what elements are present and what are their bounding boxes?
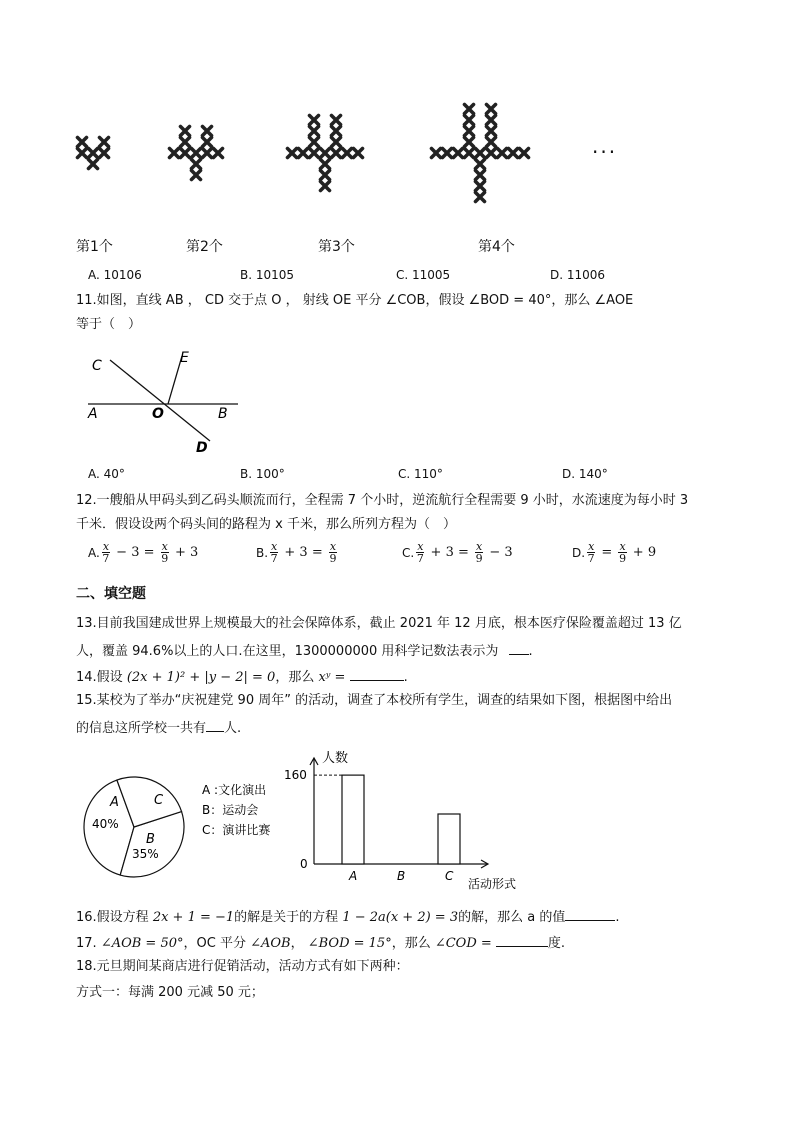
pattern-2-cross (181, 149, 190, 158)
q14-expression: (2x + 1)² + |y − 2| = 0 (126, 670, 276, 685)
q11-option-c: C. 110° (398, 467, 443, 481)
q14-ask: xʸ = (318, 670, 350, 685)
q11-option-d: D. 140° (562, 467, 608, 481)
q15-line2-post: 人. (224, 721, 242, 736)
q12-option-d (572, 541, 656, 564)
q15-bar-chart (284, 744, 530, 894)
label-a: A (88, 406, 98, 422)
fraction-denominator: 9 (329, 552, 337, 565)
fraction-denominator: 7 (102, 552, 110, 565)
pattern-4-cross (465, 149, 474, 158)
fraction-numerator: x (329, 540, 337, 553)
pattern-caption-2: 第2个 (186, 239, 223, 255)
q14-pre: 14.假设 (76, 670, 127, 685)
fraction-denominator: 7 (270, 552, 278, 565)
legend-c: C：演讲比赛 (202, 823, 271, 837)
q15-text-line2 (76, 717, 241, 738)
pattern-4-cross (498, 149, 507, 158)
q14-mid: ，那么 (275, 670, 319, 685)
bar-y-tick-160: 160 (284, 768, 307, 783)
option-middle: − 3 = (112, 545, 159, 560)
q17-text (76, 932, 565, 953)
q11-option-a: A. 40° (88, 467, 125, 481)
bar-x-tick-b: B (397, 869, 406, 883)
pattern-4-cross (487, 149, 496, 158)
q15-line2-pre: 的信息这所学校一共有 (76, 721, 207, 736)
pattern-2-cross (192, 171, 201, 180)
label-e: E (180, 350, 189, 366)
option-label: C. (402, 545, 415, 560)
label-b: B (218, 406, 228, 422)
q17-angle-bod: ∠BOD = 15° (307, 936, 392, 951)
pattern-3-cross (321, 171, 330, 180)
q17-angle-aob: ∠AOB = 50° (100, 936, 184, 951)
q17-angle-aob-2: ∠AOB (250, 936, 291, 951)
q14-text (76, 666, 408, 687)
q12-text-line1: 12.一艘船从甲码头到乙码头顺流而行，全程需 7 个小时，逆流航行全程需要 9 小时，水流速度为每小时 3 (76, 493, 689, 508)
fraction-denominator: 9 (475, 552, 483, 565)
q12-option-b (256, 541, 339, 564)
q17-answer-blank[interactable] (496, 932, 548, 947)
fraction-numerator: x (476, 540, 483, 553)
fraction-denominator: 7 (587, 552, 595, 565)
pattern-4-cross (443, 149, 452, 158)
q10-option-d: D. 11006 (550, 268, 606, 282)
pattern-1-cross (100, 138, 109, 147)
label-o: O (152, 406, 164, 422)
pattern-3-cross (310, 116, 319, 125)
pattern-3-cross (332, 138, 341, 147)
q13-text-line1: 13.目前我国建成世界上规模最大的社会保障体系，截止 2021 年 12 月底，根本医疗保险覆盖超过 13 亿 (76, 616, 682, 631)
q15-text-line1: 15.某校为了举办“庆祝建党 90 周年” 的活动，调查了本校所有学生，调查的结果如下图，根据图中给出 (76, 693, 673, 708)
pattern-3-cross (310, 127, 319, 136)
pattern-3-cross (354, 149, 363, 158)
q18-text-line2: 方式一：每满 200 元减 50 元； (76, 985, 264, 1000)
label-c: C (92, 358, 102, 374)
q16-mid: 的解是关于的方程 (234, 910, 343, 925)
pattern-3-cross (343, 149, 352, 158)
fraction-numerator: x (417, 540, 424, 553)
pattern-2-cross (214, 149, 223, 158)
cross-pattern-figure (60, 75, 660, 235)
legend-a: A :文化演出 (202, 783, 267, 797)
q16-end: . (615, 910, 620, 925)
bar-x-tick-c: C (445, 869, 454, 883)
q17-pre: 17. (76, 936, 101, 951)
fraction-denominator: 9 (161, 552, 169, 565)
q11-option-b: B. 100° (240, 467, 285, 481)
q16-text (76, 906, 619, 927)
q17-mid3: ，那么 (391, 936, 435, 951)
pattern-4-cross (487, 116, 496, 125)
pie-label-b: B (146, 832, 155, 847)
pattern-3-cross (332, 149, 341, 158)
q13-text-line2: 人，覆盖 94.6%以上的人口.在这里，1300000000 用科学记数法表示为 . (76, 640, 533, 661)
fraction-numerator: x (161, 540, 168, 553)
bar-x-axis-label: 活动形式 (468, 877, 517, 891)
q16-answer-blank[interactable] (565, 906, 615, 921)
fraction-numerator: x (619, 540, 626, 553)
pattern-4-cross (476, 193, 485, 202)
q18-text-line1: 18.元旦期间某商店进行促销活动，活动方式有如下两种： (76, 959, 409, 974)
pie-label-c: C (154, 793, 164, 808)
option-label: A. (88, 545, 100, 560)
option-middle: + 3 = (426, 545, 474, 560)
pattern-ellipsis: ··· (592, 140, 618, 164)
pattern-3-cross (288, 149, 297, 158)
pattern-1-cross (78, 138, 87, 147)
option-tail: + 9 (628, 545, 657, 560)
q13-answer-blank[interactable] (509, 640, 529, 655)
q17-end: 度. (547, 936, 566, 951)
pattern-4-cross (432, 149, 441, 158)
pattern-3-cross (321, 182, 330, 191)
line-cd (110, 360, 210, 441)
q14-answer-blank[interactable] (350, 666, 404, 681)
pattern-3-cross (310, 149, 319, 158)
pattern-caption-4: 第4个 (478, 239, 515, 255)
pattern-4-cross (465, 127, 474, 136)
pie-percent-a: 40% (92, 817, 119, 831)
pattern-caption-3: 第3个 (318, 239, 355, 255)
pattern-4-cross (487, 138, 496, 147)
option-tail: − 3 (485, 545, 513, 560)
pattern-3-cross (321, 149, 330, 158)
fraction-denominator: 9 (619, 552, 627, 565)
pattern-4-cross (465, 138, 474, 147)
q13-line2-text: 人，覆盖 94.6%以上的人口.在这里，1300000000 用科学记数法表示为 (76, 644, 499, 659)
label-d: D (196, 440, 208, 456)
pattern-4-cross (509, 149, 518, 158)
fraction-numerator: x (588, 540, 595, 553)
q11-text-line1: 11.如图，直线 AB ， CD 交于点 O ， 射线 OE 平分 ∠COB，假设 ∠BOD = 40°，那么 ∠AOE (76, 293, 634, 308)
pattern-4-cross (487, 127, 496, 136)
fraction-numerator: x (271, 540, 278, 553)
bar-y-axis-label: 人数 (322, 751, 349, 766)
q17-mid1: ，OC 平分 (183, 936, 251, 951)
pattern-4-cross (476, 149, 485, 158)
pattern-2-cross (203, 138, 212, 147)
pattern-1-cross (89, 149, 98, 158)
pattern-2-cross (203, 149, 212, 158)
q17-angle-cod: ∠COD = (434, 936, 496, 951)
pattern-4-cross (476, 171, 485, 180)
q11-text-line2: 等于（ ） (76, 317, 142, 332)
q10-option-b: B. 10105 (240, 268, 295, 282)
pattern-caption-1: 第1个 (76, 239, 113, 255)
section-heading-fill-blank: 二、填空题 (76, 586, 146, 602)
fraction-numerator: x (102, 540, 110, 553)
q16-equation-1: 2x + 1 = −1 (152, 910, 235, 925)
option-label: D. (572, 545, 586, 560)
pattern-1-cross (78, 149, 87, 158)
q10-option-c: C. 11005 (396, 268, 451, 282)
option-middle: + 3 = (280, 545, 327, 560)
q15-answer-blank[interactable] (206, 717, 224, 732)
pattern-4-cross (476, 160, 485, 169)
bar-a (342, 775, 364, 864)
option-middle: = (597, 545, 617, 560)
option-label: B. (256, 545, 269, 560)
pattern-3-cross (332, 116, 341, 125)
pattern-3-cross (332, 127, 341, 136)
pie-percent-b: 35% (132, 847, 159, 861)
legend-b: B：运动会 (202, 803, 259, 817)
pattern-2-cross (181, 138, 190, 147)
pattern-4-cross (454, 149, 463, 158)
pattern-2-cross (192, 160, 201, 169)
q17-mid2: ， (290, 936, 308, 951)
pattern-2-cross (170, 149, 179, 158)
q12-text-line2: 千米．假设设两个码头间的路程为 x 千米，那么所列方程为（ ） (76, 517, 456, 532)
pie-label-a: A (110, 795, 119, 810)
fraction-denominator: 7 (416, 552, 424, 565)
q16-equation-2: 1 − 2a(x + 2) = 3 (342, 910, 459, 925)
pattern-1-cross (100, 149, 109, 158)
bar-c (438, 814, 460, 864)
pattern-4-cross (465, 105, 474, 114)
q12-option-c (402, 541, 513, 564)
q14-end: . (403, 670, 408, 685)
pattern-4-cross (520, 149, 529, 158)
bar-y-tick-0: 0 (300, 857, 308, 871)
pattern-2-cross (181, 127, 190, 136)
pattern-3-cross (310, 138, 319, 147)
q16-post: 的解，那么 a 的值 (458, 910, 566, 925)
bar-x-tick-a: A (349, 869, 358, 883)
q10-option-a: A. 10106 (88, 268, 142, 282)
q15-pie-chart (80, 768, 290, 886)
q11-angle-figure (80, 348, 250, 456)
pattern-1-cross (89, 160, 98, 169)
pattern-4-cross (476, 182, 485, 191)
pattern-3-cross (321, 160, 330, 169)
pattern-3-cross (299, 149, 308, 158)
pattern-4-cross (465, 116, 474, 125)
q16-pre: 16.假设方程 (76, 910, 153, 925)
option-tail: + 3 (170, 545, 199, 560)
pattern-4-cross (487, 105, 496, 114)
pattern-2-cross (192, 149, 201, 158)
q12-option-a (88, 541, 198, 564)
pattern-2-cross (203, 127, 212, 136)
